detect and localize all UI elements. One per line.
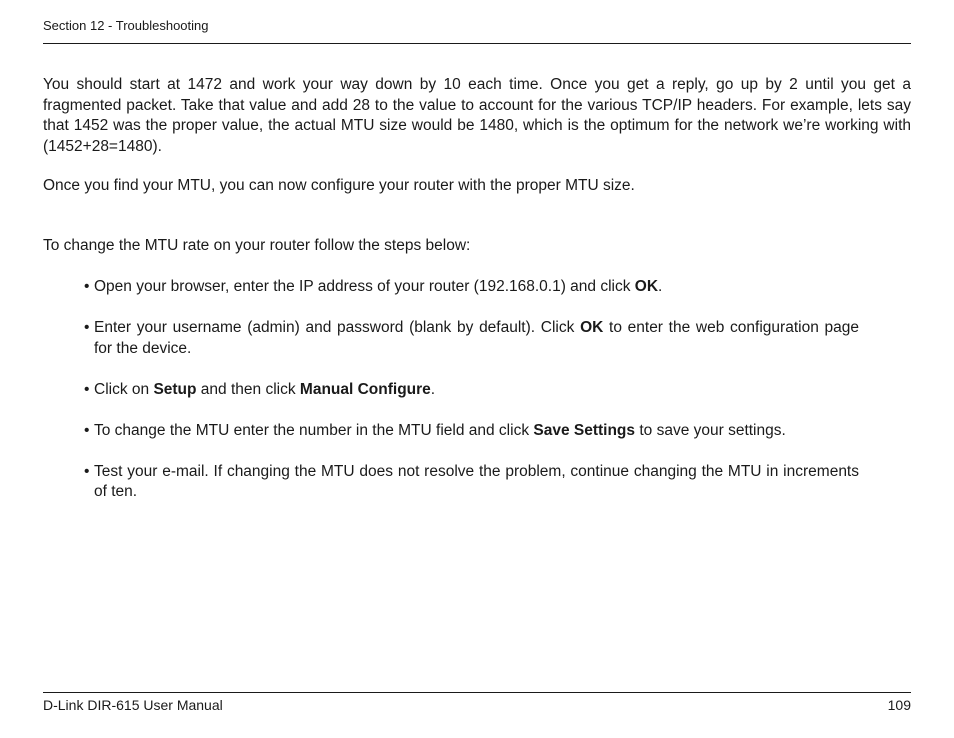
step-text: Click on xyxy=(94,380,154,398)
step-change-mtu xyxy=(84,421,859,442)
step-enter-credentials xyxy=(84,318,859,359)
bullet-icon: • xyxy=(84,319,90,336)
step-click-setup xyxy=(84,380,859,401)
bullet-icon: • xyxy=(84,380,90,398)
step-text: Test your e-mail. If changing the MTU does not resolve the problem, continue changing the MTU in increments of ten. xyxy=(94,462,859,500)
footer-divider xyxy=(43,692,911,693)
paragraph-mtu-procedure: You should start at 1472 and work your way down by 10 each time. Once you get a reply, go up by 2 until you get a fragmented packet. Take that value and add 28 to the value to account for the various TCP/IP headers. For example, lets say that 1452 was the proper value, the actual MTU size would be 1480, which is the optimum for the network we’re working with (1452+28=1480). xyxy=(43,76,911,155)
step-text-end: to enter the web configuration page for the device. xyxy=(94,319,859,357)
step-bold-ok: OK xyxy=(634,278,659,295)
header-divider xyxy=(43,43,911,44)
step-text-end: . xyxy=(658,278,663,295)
step-text: Enter your username (admin) and password (blank by default). Click xyxy=(94,319,581,336)
step-open-browser xyxy=(84,277,859,298)
section-header: Section 12 - Troubleshooting xyxy=(43,18,209,33)
step-text: To change the MTU enter the number in the MTU field and click xyxy=(94,421,534,439)
step-bold-setup: Setup xyxy=(153,380,197,398)
manual-title: D-Link DIR-615 User Manual xyxy=(43,697,223,713)
bullet-icon: • xyxy=(84,278,90,295)
step-bold-save-settings: Save Settings xyxy=(533,421,636,439)
step-text-middle: and then click xyxy=(196,380,300,398)
step-test-email xyxy=(84,462,859,503)
step-text: Open your browser, enter the IP address of your router (192.168.0.1) and click xyxy=(94,278,635,295)
step-text-end: . xyxy=(430,380,436,398)
step-bold-manual-configure: Manual Configure xyxy=(299,380,431,398)
bullet-icon: • xyxy=(84,462,90,480)
steps-list xyxy=(84,277,859,523)
paragraph-configure-router: Once you find your MTU, you can now configure your router with the proper MTU size. xyxy=(43,177,635,194)
step-bold-ok: OK xyxy=(580,319,604,336)
paragraph-steps-intro: To change the MTU rate on your router follow the steps below: xyxy=(43,237,471,254)
step-text-end: to save your settings. xyxy=(635,421,786,439)
page-number: 109 xyxy=(887,697,911,713)
bullet-icon: • xyxy=(84,421,90,439)
